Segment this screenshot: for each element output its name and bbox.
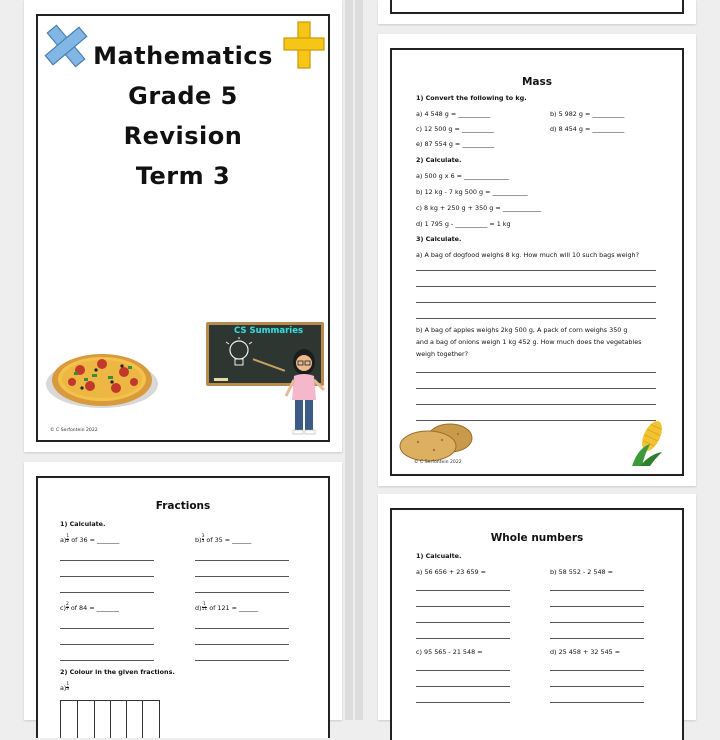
cover-title-line: Term 3 — [135, 162, 231, 190]
fraction-question-a: a) $\frac{1}{2}$ of 36 = _______ — [60, 534, 120, 545]
question-label: c) — [60, 603, 67, 612]
mass-word-problem-b-line: b) A bag of apples weighs 2kg 500 g, A pack of corn weighs 350 g — [416, 326, 628, 334]
mass-title: Mass — [521, 76, 553, 88]
whole-numbers-question: a) 56 656 + 23 659 = — [416, 568, 486, 576]
answer-line[interactable] — [416, 318, 656, 319]
pizza-illustration — [44, 342, 160, 412]
mass-question: b) 5 982 g = __________ — [550, 110, 625, 118]
cover-title-line: Mathematics — [93, 42, 273, 70]
whole-numbers-question: d) 25 458 + 32 545 = — [550, 648, 621, 656]
potatoes-illustration — [398, 420, 478, 464]
mass-question: d) 8 454 g = __________ — [550, 125, 625, 133]
answer-line[interactable] — [416, 686, 510, 687]
fraction: $\frac{2}{7}$ — [66, 602, 69, 613]
answer-line[interactable] — [550, 638, 644, 639]
answer-line[interactable] — [550, 702, 644, 703]
question-label: a) — [60, 683, 67, 692]
fraction-question-b: b) $\frac{3}{5}$ of 35 = ______ — [195, 534, 252, 545]
fraction-question-c: c) $\frac{2}{7}$ of 84 = _______ — [60, 602, 119, 613]
mass-question: e) 87 554 g = __________ — [416, 140, 495, 148]
fractions-title: Fractions — [155, 500, 211, 512]
mass-section-1: 1) Convert the following to kg. — [416, 94, 527, 102]
fraction: $\frac{1}{2}$ — [66, 534, 70, 545]
cover-title-line: Revision — [123, 122, 243, 150]
column-divider — [355, 0, 363, 720]
answer-line[interactable] — [416, 590, 510, 591]
mass-page-card[interactable] — [378, 34, 696, 486]
answer-line[interactable] — [60, 576, 154, 577]
answer-line[interactable] — [416, 638, 510, 639]
answer-line[interactable] — [195, 592, 289, 593]
answer-line[interactable] — [416, 670, 510, 671]
answer-line[interactable] — [60, 560, 154, 561]
question-label: d) — [195, 603, 202, 612]
mass-word-problem-b-line: and a bag of onions weigh 1 kg 452 g. How much does the vegetables — [416, 338, 642, 346]
cover-sheet — [36, 14, 330, 442]
fraction-grid[interactable] — [60, 700, 160, 738]
column-divider — [345, 0, 353, 720]
whole-numbers-question: b) 58 552 - 2 548 = — [550, 568, 613, 576]
answer-line[interactable] — [416, 404, 656, 405]
mass-word-problem-a: a) A bag of dogfood weighs 8 kg. How much will 10 such bags weigh? — [416, 251, 639, 259]
fractions-section-2: 2) Colour in the given fractions. — [60, 668, 175, 676]
mass-sheet — [390, 48, 684, 476]
answer-line[interactable] — [416, 372, 656, 373]
mass-question: d) 1 795 g - __________ = 1 kg — [416, 220, 511, 228]
answer-line[interactable] — [60, 644, 154, 645]
colour-question-a — [60, 683, 69, 693]
lightbulb-icon — [224, 336, 254, 376]
fraction: $\frac{1}{11}$ — [201, 602, 208, 613]
answer-line[interactable] — [416, 302, 656, 303]
fractions-sheet — [36, 476, 330, 738]
mass-section-2: 2) Calculate. — [416, 156, 462, 164]
question-label: a) — [60, 535, 67, 544]
whole-numbers-sheet — [390, 508, 684, 740]
answer-line[interactable] — [195, 576, 289, 577]
answer-line[interactable] — [550, 590, 644, 591]
answer-line[interactable] — [60, 592, 154, 593]
mass-question: c) 8 kg + 250 g + 350 g = ____________ — [416, 204, 542, 212]
answer-line[interactable] — [416, 388, 656, 389]
whole-numbers-title: Whole numbers — [490, 532, 584, 544]
teacher-avatar — [284, 346, 328, 442]
answer-line[interactable] — [195, 644, 289, 645]
mass-section-3: 3) Calculate. — [416, 235, 462, 243]
copyright: © C Serfontein 2022 — [50, 428, 98, 433]
copyright: © C Serfontein 2022 — [414, 460, 462, 465]
answer-line[interactable] — [416, 622, 510, 623]
answer-line[interactable] — [60, 628, 154, 629]
answer-line[interactable] — [60, 660, 154, 661]
answer-line[interactable] — [550, 670, 644, 671]
mass-question: b) 12 kg - 7 kg 500 g = ___________ — [416, 188, 528, 196]
answer-line[interactable] — [550, 622, 644, 623]
previous-page-card[interactable] — [378, 0, 696, 24]
whole-numbers-question: c) 95 565 - 21 548 = — [416, 648, 483, 656]
answer-line[interactable] — [550, 606, 644, 607]
chalkboard-logo-text: CS Summaries — [234, 326, 304, 336]
answer-line[interactable] — [416, 606, 510, 607]
answer-line[interactable] — [416, 270, 656, 271]
cover-title-line: Grade 5 — [128, 82, 238, 110]
fraction: $\frac{1}{3}$ — [66, 682, 70, 693]
whole-numbers-page-card[interactable] — [378, 494, 696, 720]
chalk-piece — [214, 378, 228, 381]
whole-numbers-section-1: 1) Calcualte. — [416, 552, 462, 560]
mass-question: c) 12 500 g = __________ — [416, 125, 494, 133]
question-label: b) — [195, 535, 202, 544]
cover-page-card[interactable] — [24, 0, 342, 452]
mass-question: a) 4 548 g = __________ — [416, 110, 491, 118]
fraction-question-d: d) $\frac{1}{11}$ of 121 = ______ — [195, 602, 259, 613]
answer-line[interactable] — [416, 286, 656, 287]
answer-line[interactable] — [416, 702, 510, 703]
answer-line[interactable] — [550, 686, 644, 687]
mass-word-problem-b-line: weigh together? — [416, 350, 468, 358]
fractions-page-card[interactable] — [24, 462, 342, 720]
fraction: $\frac{3}{5}$ — [201, 534, 205, 545]
fractions-section-1: 1) Calculate. — [60, 520, 106, 528]
mass-question: a) 500 g x 6 = ______________ — [416, 172, 509, 180]
answer-line[interactable] — [195, 660, 289, 661]
previous-sheet — [390, 0, 684, 14]
corn-illustration — [628, 418, 668, 468]
answer-line[interactable] — [195, 628, 289, 629]
answer-line[interactable] — [195, 560, 289, 561]
